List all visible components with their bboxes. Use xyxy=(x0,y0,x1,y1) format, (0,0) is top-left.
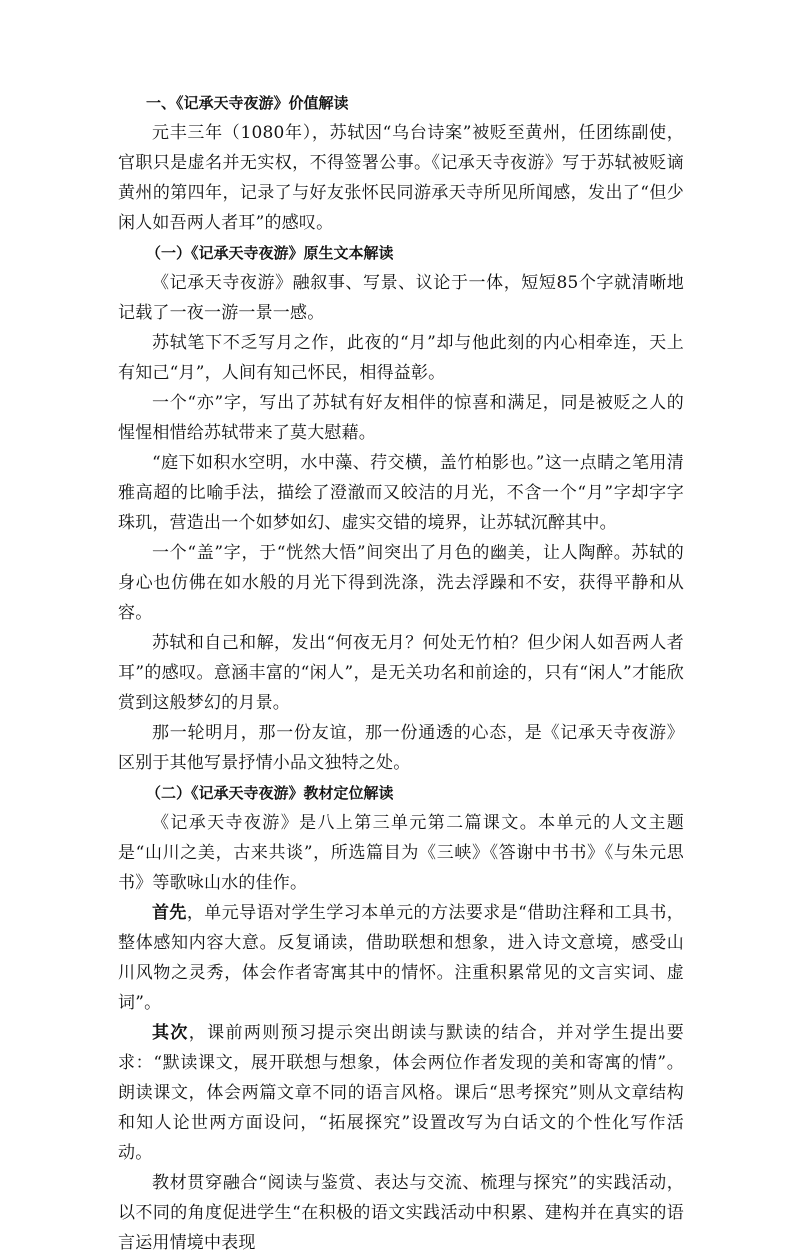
paragraph-lead: 其次 xyxy=(152,1023,189,1043)
paragraph: 元丰三年（1080年），苏轼因“乌台诗案”被贬至黄州，任团练副使，官职只是虚名并无实权，不得签署公事。《记承天寺夜游》写于苏轼被贬谪黄州的第四年，记录了与好友张怀民同游承天寺所见所闻感，发出了“但少闲人如吾两人者耳”的感叹。 xyxy=(118,123,684,233)
paragraph xyxy=(118,1018,684,1168)
paragraph: 那一轮明月，那一份友谊，那一份通透的心态，是《记承天寺夜游》区别于其他写景抒情小品文独特之处。 xyxy=(118,723,684,773)
section-heading: 一、《记承天寺夜游》价值解读 xyxy=(146,94,349,112)
paragraph-lead: 首先 xyxy=(152,903,187,923)
paragraph: 教材贯穿融合“阅读与鉴赏、表达与交流、梳理与探究”的实践活动，以不同的角度促进学生“在积极的语文实践活动中积累、建构并在真实的语言运用情境中表现 xyxy=(118,1173,684,1253)
paragraph: 《记承天寺夜游》融叙事、写景、议论于一体，短短85个字就清晰地记载了一夜一游一景一感。 xyxy=(118,273,684,323)
subsection-heading: （二）《记承天寺夜游》教材定位解读 xyxy=(146,784,394,802)
paragraph-text: ，单元导语对学生学习本单元的方法要求是“借助注释和工具书，整体感知内容大意。反复诵读，借助联想和想象，进入诗文意境，感受山川风物之灵秀，体会作者寄寓其中的情怀。注重积累常见的文言实词、虚词”。 xyxy=(118,903,684,1013)
paragraph-text: ，课前两则预习提示突出朗读与默读的结合，并对学生提出要求：“默读课文，展开联想与想象，体会两位作者发现的美和寄寓的情”。朗读课文，体会两篇文章不同的语言风格。课后“思考探究”则从文章结构和知人论世两方面设问，“拓展探究”设置改写为白话文的个性化写作活动。 xyxy=(118,1023,684,1163)
paragraph: 一个“亦”字，写出了苏轼有好友相伴的惊喜和满足，同是被贬之人的惺惺相惜给苏轼带来了莫大慰藉。 xyxy=(118,393,684,443)
paragraph xyxy=(118,898,684,1018)
paragraph: “庭下如积水空明，水中藻、荇交横，盖竹柏影也。”这一点睛之笔用清雅高超的比喻手法，描绘了澄澈而又皎洁的月光，不含一个“月”字却字字珠玑，营造出一个如梦如幻、虚实交错的境界，让苏轼沉醉其中。 xyxy=(118,453,684,533)
paragraph: 《记承天寺夜游》是八上第三单元第二篇课文。本单元的人文主题是“山川之美，古来共谈”，所选篇目为《三峡》《答谢中书书》《与朱元思书》等歌咏山水的佳作。 xyxy=(118,813,684,893)
paragraph: 一个“盖”字，于“恍然大悟”间突出了月色的幽美，让人陶醉。苏轼的身心也仿佛在如水般的月光下得到洗涤，洗去浮躁和不安，获得平静和从容。 xyxy=(118,543,684,623)
paragraph: 苏轼和自己和解，发出“何夜无月？何处无竹柏？但少闲人如吾两人者耳”的感叹。意涵丰富的“闲人”，是无关功名和前途的，只有“闲人”才能欣赏到这般梦幻的月景。 xyxy=(118,633,684,713)
subsection-heading: （一）《记承天寺夜游》原生文本解读 xyxy=(146,244,394,262)
paragraph: 苏轼笔下不乏写月之作，此夜的“月”却与他此刻的内心相牵连，天上有知己“月”，人间有知己怀民，相得益彰。 xyxy=(118,333,684,383)
document-body xyxy=(118,88,684,1258)
